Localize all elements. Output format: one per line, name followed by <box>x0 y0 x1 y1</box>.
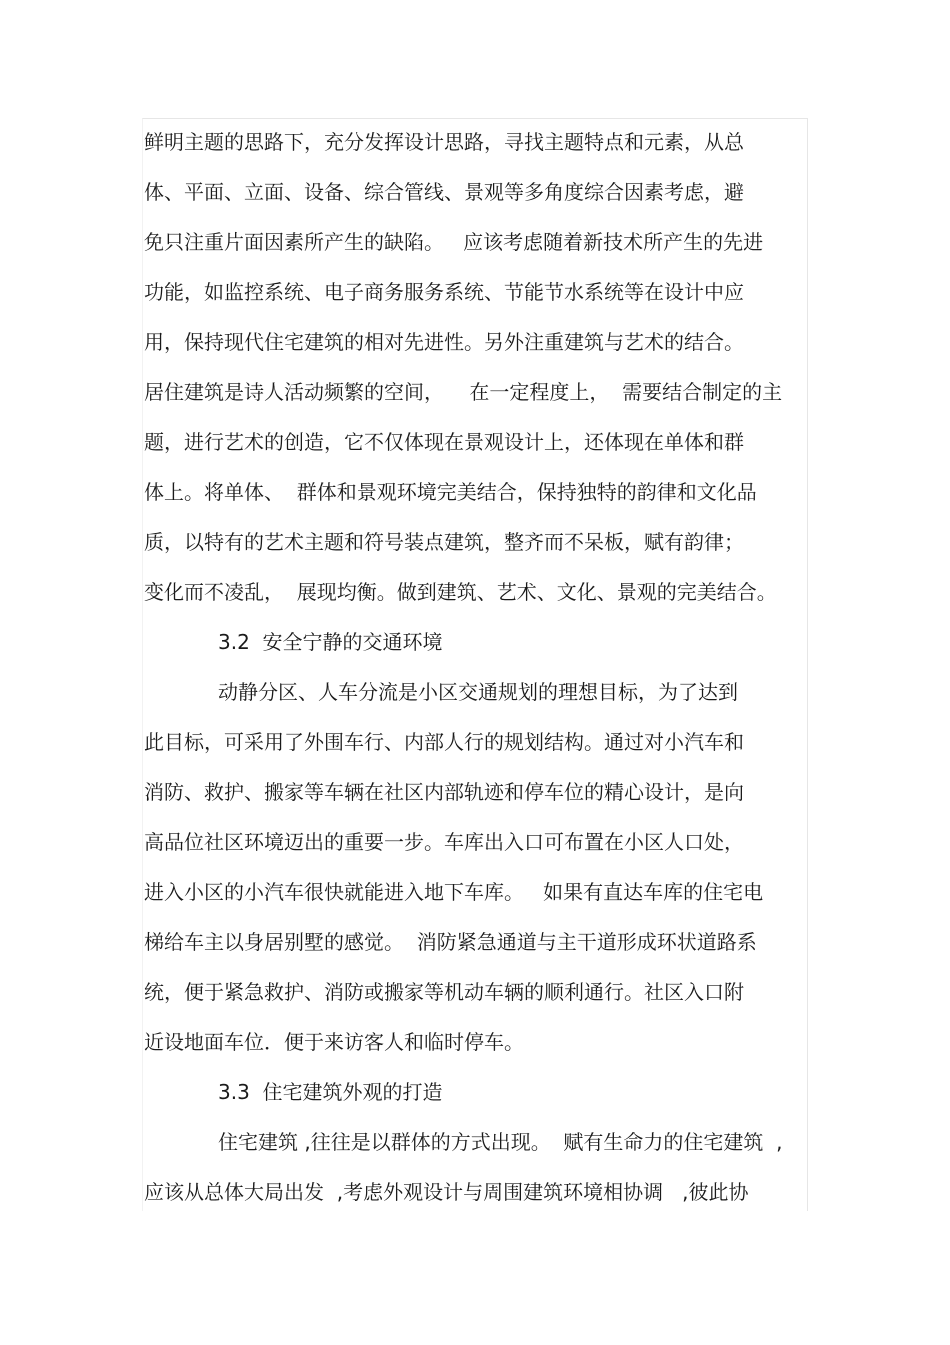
paragraph-line: 体上。将单体、 群体和景观环境完美结合，保持独特的韵律和文化品 <box>144 480 757 504</box>
paragraph-line: 应该从总体大局出发 ,考虑外观设计与周围建筑环境相协调 ,彼此协 <box>144 1180 749 1204</box>
paragraph-line: 居住建筑是诗人活动频繁的空间， 在一定程度上， 需要结合制定的主 <box>144 380 783 404</box>
paragraph-line: 住宅建筑 ,往往是以群体的方式出现。 赋有生命力的住宅建筑 , <box>218 1130 783 1154</box>
paragraph-line: 功能，如监控系统、电子商务服务系统、节能节水系统等在设计中应 <box>144 280 744 304</box>
section-heading-3-2: 3.2 安全宁静的交通环境 <box>218 630 443 654</box>
paragraph-line: 动静分区、人车分流是小区交通规划的理想目标，为了达到 <box>218 680 738 704</box>
paragraph-line: 变化而不凌乱， 展现均衡。做到建筑、艺术、文化、景观的完美结合。 <box>144 580 777 604</box>
paragraph-line: 质，以特有的艺术主题和符号装点建筑，整齐而不呆板，赋有韵律； <box>144 530 744 554</box>
paragraph-line: 用，保持现代住宅建筑的相对先进性。另外注重建筑与艺术的结合。 <box>144 330 744 354</box>
paragraph-line: 鲜明主题的思路下，充分发挥设计思路，寻找主题特点和元素，从总 <box>144 130 744 154</box>
paragraph-line: 进入小区的小汽车很快就能进入地下车库。 如果有直达车库的住宅电 <box>144 880 764 904</box>
paragraph-line: 梯给车主以身居别墅的感觉。 消防紧急通道与主干道形成环状道路系 <box>144 930 757 954</box>
paragraph-line: 统，便于紧急救护、消防或搬家等机动车辆的顺利通行。社区入口附 <box>144 980 744 1004</box>
paragraph-line: 近设地面车位．便于来访客人和临时停车。 <box>144 1030 524 1054</box>
document-body <box>144 117 824 1217</box>
paragraph-line: 题，进行艺术的创造，它不仅体现在景观设计上，还体现在单体和群 <box>144 430 744 454</box>
paragraph-line: 免只注重片面因素所产生的缺陷。 应该考虑随着新技术所产生的先进 <box>144 230 764 254</box>
paragraph-line: 此目标，可采用了外围车行、内部人行的规划结构。通过对小汽车和 <box>144 730 744 754</box>
paragraph-line: 体、平面、立面、设备、综合管线、景观等多角度综合因素考虑，避 <box>144 180 744 204</box>
paragraph-line: 高品位社区环境迈出的重要一步。车库出入口可布置在小区人口处， <box>144 830 744 854</box>
paragraph-line: 消防、救护、搬家等车辆在社区内部轨迹和停车位的精心设计，是向 <box>144 780 744 804</box>
section-heading-3-3: 3.3 住宅建筑外观的打造 <box>218 1080 443 1104</box>
